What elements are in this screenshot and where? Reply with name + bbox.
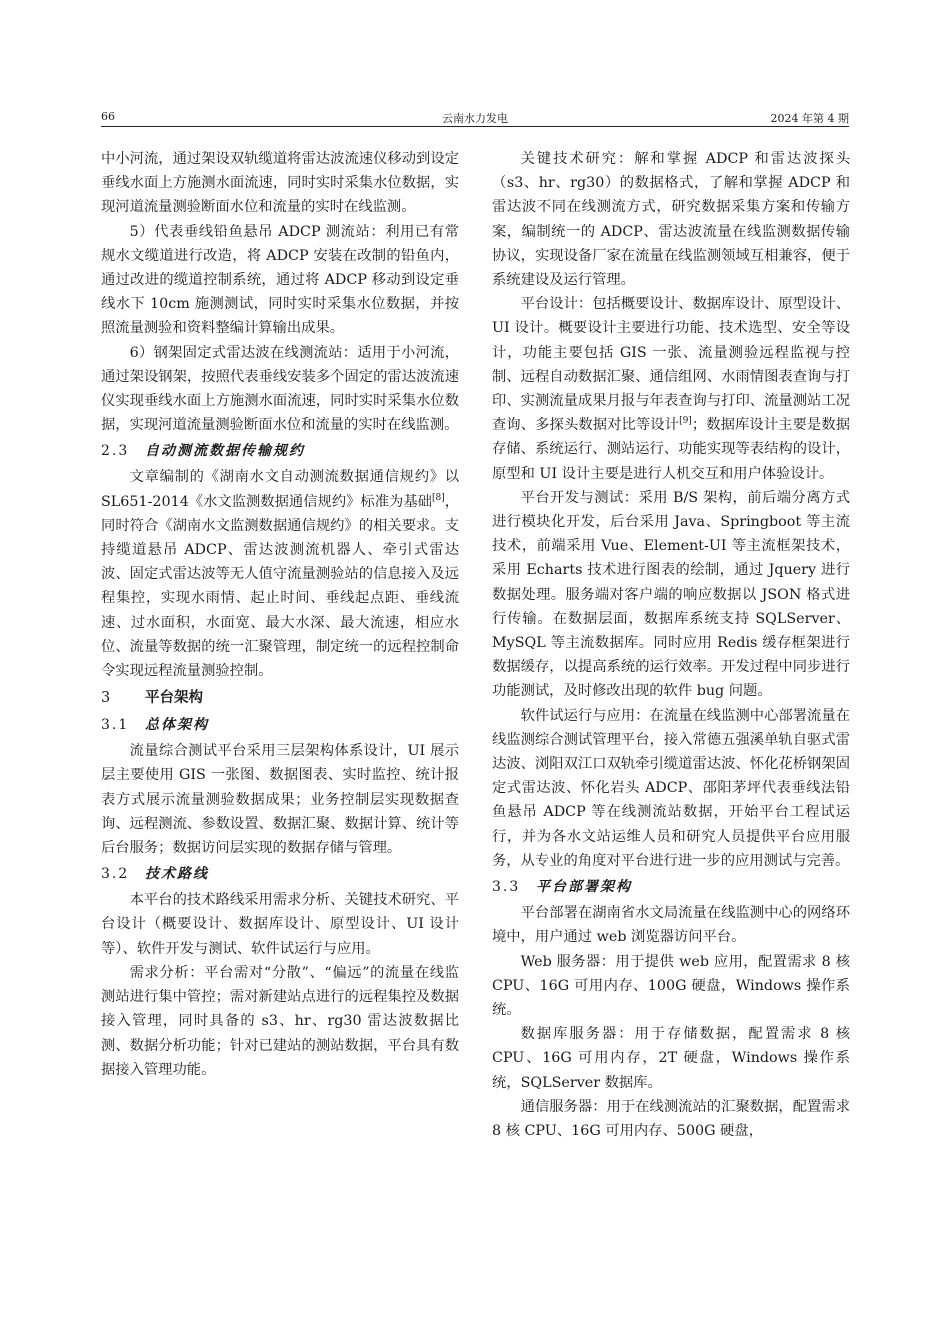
section-number: 3 <box>101 690 111 707</box>
section-title: 总体架构 <box>145 717 209 734</box>
section-heading-3-2 <box>101 862 459 886</box>
citation-ref[interactable]: [8] <box>431 492 445 503</box>
paragraph <box>101 465 459 683</box>
paragraph: 6）钢架固定式雷达波在线测流站：适用于小河流，通过架设钢架，按照代表垂线安装多个固定的雷达波流速仪实现垂线水面上方施测水面流速，同时实时采集水位数据，实现河道流量测验断面水位和流量的实时在线监测。 <box>101 344 459 434</box>
section-title: 平台部署架构 <box>536 879 632 896</box>
paragraph <box>492 292 850 486</box>
section-heading-3-1 <box>101 713 459 737</box>
section-title: 平台架构 <box>145 689 203 707</box>
paragraph: Web 服务器：用于提供 web 应用，配置需求 8 核 CPU、16G 可用内存、100G 硬盘，Windows 操作系统。 <box>492 953 850 1018</box>
paragraph: 需求分析：平台需对“分散”、“偏远”的流量在线监测站进行集中管控；需对新建站点进行的远程集控及数据接入管理，同时具备的 s3、hr、rg30 雷达波数据比测、数据分析功能；针对已建站的测站数据，平台具有数据接入管理功能。 <box>101 964 459 1078</box>
issue-label: 2024 年第 4 期 <box>770 112 849 125</box>
section-number: 3.3 <box>492 879 521 896</box>
paragraph: 5）代表垂线铅鱼悬吊 ADCP 测流站：利用已有常规水文缆道进行改造，将 ADCP 安装在改制的铅鱼内，通过改进的缆道控制系统，通过将 ADCP 移动到设定垂线水下 10cm 施测测试，同时实时采集水位数据，并按照流量测验和资料整编计算输出成果。 <box>101 223 459 337</box>
section-number: 2.3 <box>101 443 130 460</box>
paragraph: 流量综合测试平台采用三层架构体系设计，UI 展示层主要使用 GIS 一张图、数据图表、实时监控、统计报表方式展示流量测验数据成果；业务控制层实现数据查询、远程测流、参数设置、数据汇聚、数据计算、统计等后台服务；数据访问层实现的数据存储与管理。 <box>101 743 459 857</box>
paragraph-text: ；数据库设计主要是数据存储、系统运行、测站运行、功能实现等表结构的设计，原型和 UI 设计主要是进行人机交互和用户体验设计。 <box>492 417 851 482</box>
section-heading-3 <box>101 686 459 710</box>
journal-name: 云南水力发电 <box>442 112 508 125</box>
paragraph-text: 平台设计：包括概要设计、数据库设计、原型设计、UI 设计。概要设计主要进行功能、技术选型、安全等设计，功能主要包括 GIS 一张、流量测验远程监视与控制、远程自动数据汇聚、通信组网、水雨情图表查询与打印、实测流量成果月报与年表查询与打印、流量测站工况查询、多探头数据对比等设计 <box>492 296 850 434</box>
section-number: 3.1 <box>101 717 130 734</box>
paragraph: 中小河流，通过架设双轨缆道将雷达波流速仪移动到设定垂线水面上方施测水面流速，同时实时采集水位数据，实现河道流量测验断面水位和流量的实时在线监测。 <box>101 151 459 216</box>
paragraph: 本平台的技术路线采用需求分析、关键技术研究、平台设计（概要设计、数据库设计、原型设计、UI 设计等）、软件开发与测试、软件试运行与应用。 <box>101 892 459 957</box>
section-number: 3.2 <box>101 866 130 883</box>
section-heading-3-3 <box>492 875 850 899</box>
section-title: 自动测流数据传输规约 <box>145 443 305 460</box>
paragraph-text: 文章编制的《湖南水文自动测流数据通信规约》以 SL651-2014《水文监测数据通信规约》标准为基础 <box>101 469 459 510</box>
citation-ref[interactable]: [9] <box>679 416 692 427</box>
paragraph: 关键技术研究：解和掌握 ADCP 和雷达波探头（s3、hr、rg30）的数据格式，了解和掌握 ADCP 和雷达波不同在线测流方式，研究数据采集方案和传输方案，编制统一的 ADCP、雷达波流量在线监测数据传输协议，实现设备厂家在流量在线监测领域互相兼容，便于系统建设及运行管理。 <box>492 151 850 289</box>
paragraph: 平台开发与测试：采用 B/S 架构，前后端分离方式进行模块化开发，后台采用 Java、Springboot 等主流技术，前端采用 Vue、Element-UI 等主流框架技术，采用 Echarts 技术进行图表的绘制，通过 Jquery 进行数据处理。服务端对客户端的响应数据以 JSON 格式进行传输。在数据层面，数据库系统支持 SQLServer、MySQL 等主流数据库。同时应用 Redis 缓存框架进行数据缓存，以提高系统的运行效率。开发过程中同步进行功能测试，及时修改出现的软件 bug 问题。 <box>492 489 850 700</box>
paragraph: 数据库服务器：用于存储数据，配置需求 8 核 CPU、16G 可用内存，2T 硬盘，Windows 操作系统，SQLServer 数据库。 <box>492 1026 850 1091</box>
paragraph: 通信服务器：用于在线测流站的汇聚数据，配置需求 8 核 CPU、16G 可用内存、500G 硬盘， <box>492 1098 850 1139</box>
section-heading-2-3 <box>101 439 459 463</box>
page-number: 66 <box>101 110 115 123</box>
right-column <box>492 147 850 1143</box>
paragraph: 软件试运行与应用：在流量在线监测中心部署流量在线监测综合测试管理平台，接入常德五强溪单轨自驱式雷达波、浏阳双江口双轨牵引缆道雷达波、怀化花桥钢架固定式雷达波、怀化岩头 ADCP、邵阳茅坪代表垂线法铅鱼悬吊 ADCP 等在线测流站数据，开始平台工程试运行，并为各水文站运维人员和研究人员提供平台应用服务，从专业的角度对平台进行进一步的应用测试与完善。 <box>492 707 850 869</box>
paragraph: 平台部署在湖南省水文局流量在线监测中心的网络环境中，用户通过 web 浏览器访问平台。 <box>492 905 850 946</box>
left-column <box>101 147 459 1082</box>
paragraph-text: ，同时符合《湖南水文监测数据通信规约》的相关要求。支持缆道悬吊 ADCP、雷达波测流机器人、牵引式雷达波、固定式雷达波等无人值守流量测验站的信息接入及远程集控，实现水雨情、起止时间、垂线起点距、垂线流速、过水面积，水面宽、最大水深、最大流速，相应水位、流量等数据的统一汇聚管理，制定统一的远程控制命令实现远程流量测验控制。 <box>101 493 460 680</box>
running-header <box>101 108 849 127</box>
section-title: 技术路线 <box>145 866 209 883</box>
